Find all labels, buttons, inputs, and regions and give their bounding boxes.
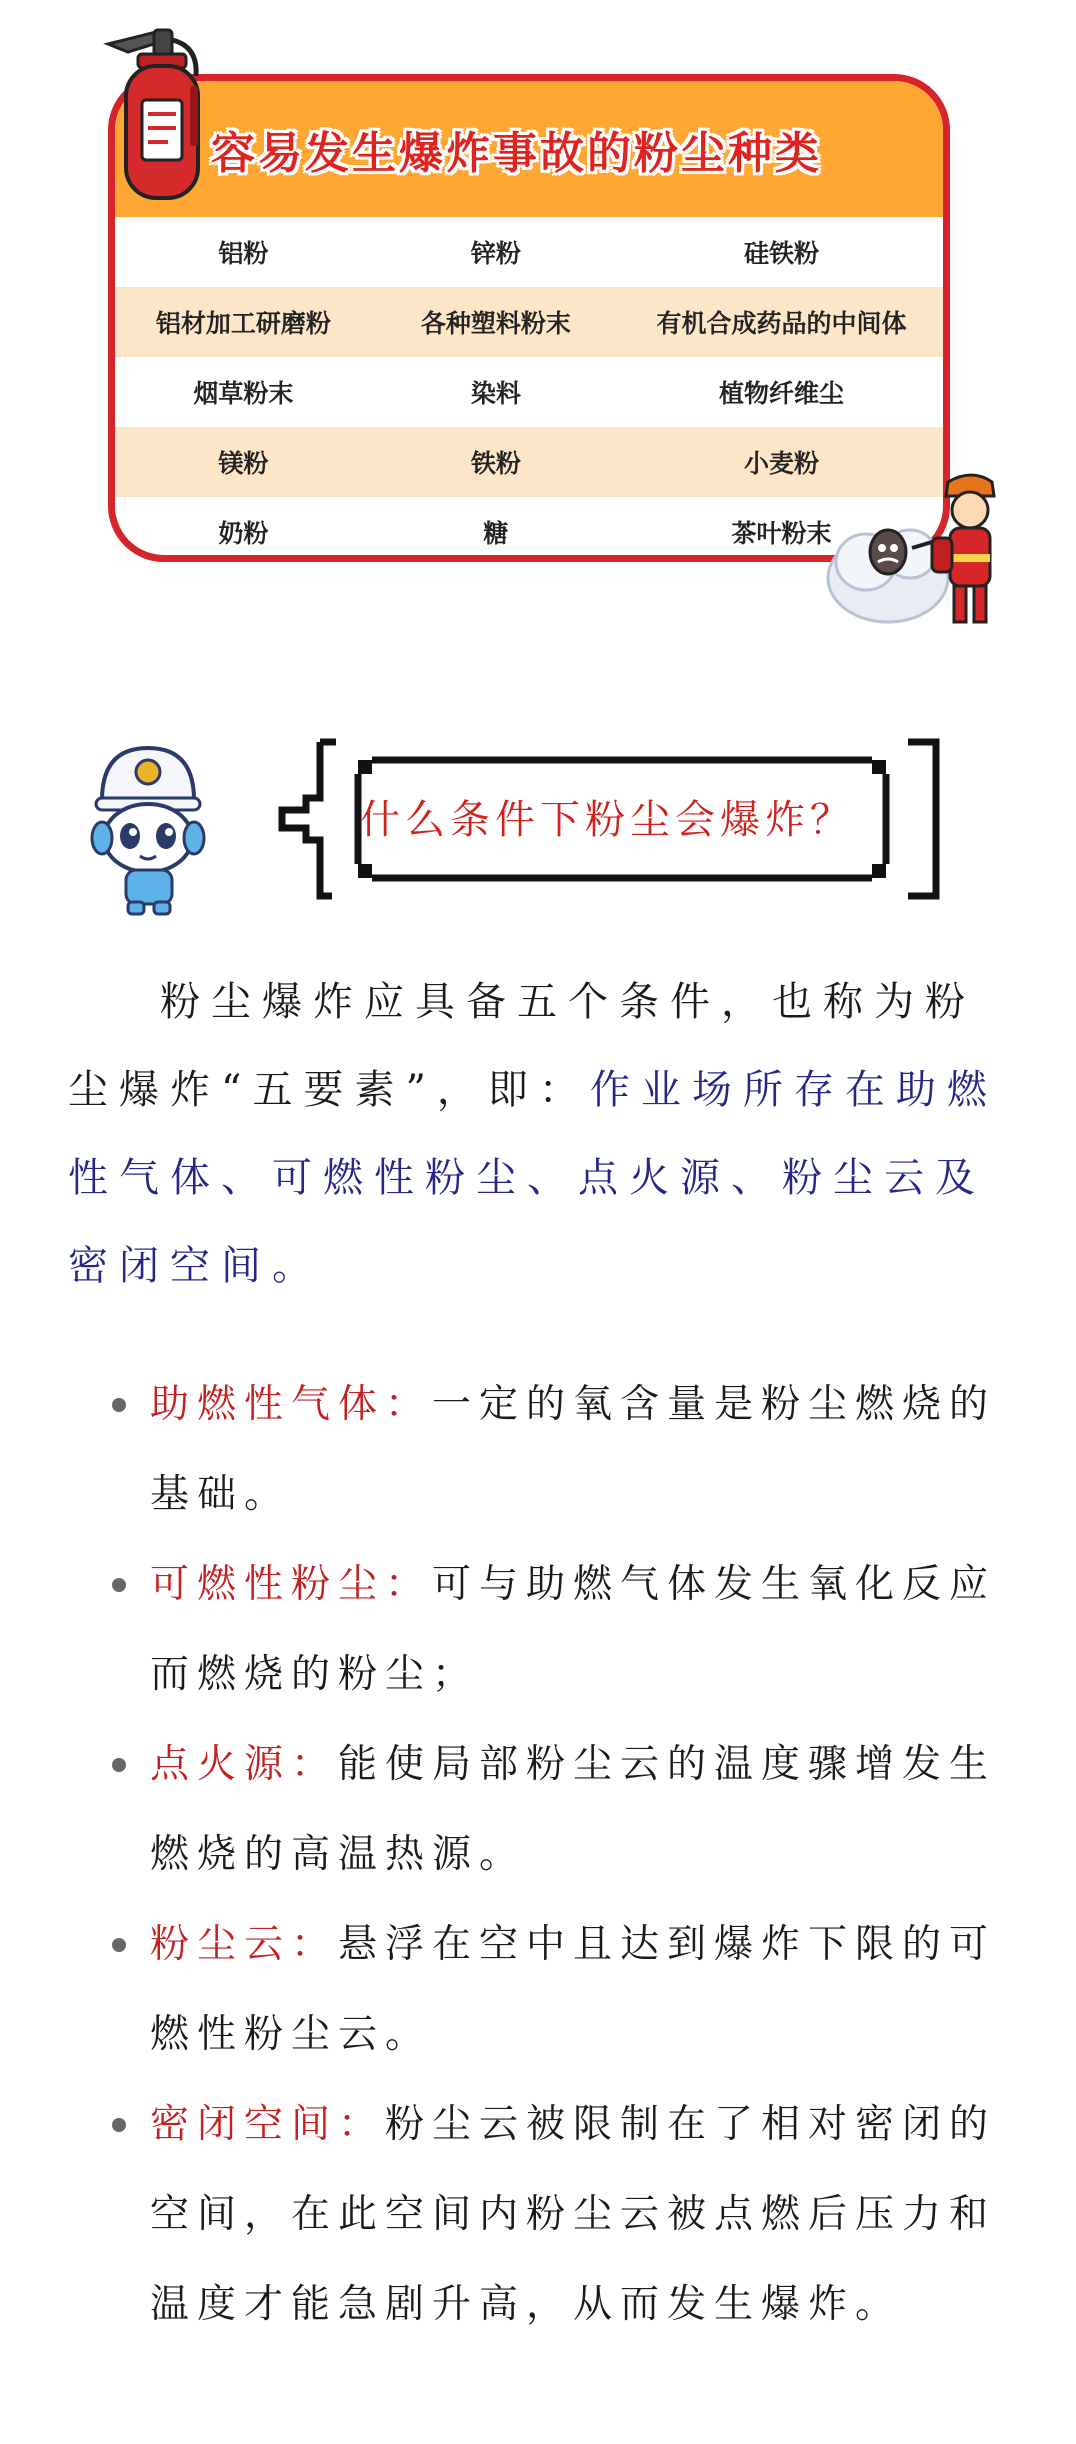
card-title: 容易发生爆炸事故的粉尘种类 — [211, 128, 822, 179]
list-item — [108, 2080, 1012, 2350]
list-item — [108, 1360, 1012, 1540]
condition-term: 密闭空间： — [150, 2102, 386, 2147]
table-cell: 小麦粉 — [620, 427, 943, 497]
table-row — [115, 357, 943, 427]
table-cell: 植物纤维尘 — [719, 379, 845, 408]
firefighter-illustration — [822, 462, 1012, 630]
bullet-dot-icon — [112, 1938, 126, 1952]
table-row — [115, 217, 943, 287]
table-cell: 硅铁粉 — [744, 239, 820, 268]
table-cell: 奶粉 — [218, 519, 269, 548]
bullet-dot-icon — [112, 2118, 126, 2132]
fire-extinguisher-icon — [98, 26, 210, 206]
bullet-dot-icon — [112, 1398, 126, 1412]
condition-term: 助燃性气体： — [150, 1382, 433, 1427]
condition-term: 可燃性粉尘： — [150, 1562, 433, 1607]
condition-desc: 一定的氧含量是粉尘燃烧的基础。 — [150, 1382, 997, 1517]
intro-highlight: 作业场所存在助燃性气体、可燃性粉尘、点火源、粉尘云及密闭空间。 — [68, 1067, 998, 1289]
bullet-dot-icon — [112, 1758, 126, 1772]
table-cell: 有机合成药品的中间体 — [620, 287, 943, 357]
card-header — [115, 81, 943, 217]
table-cell: 各种塑料粉末 — [372, 287, 620, 357]
list-item — [108, 1900, 1012, 2080]
condition-term: 点火源： — [150, 1742, 339, 1787]
table-cell: 镁粉 — [115, 427, 372, 497]
condition-desc: 粉尘云被限制在了相对密闭的空间，在此空间内粉尘云被点燃后压力和温度才能急剧升高，从而发生爆炸。 — [150, 2102, 997, 2327]
intro-lead: 粉尘爆炸应具备五个条件，也称为粉尘爆炸“五要素”，即： — [68, 979, 976, 1113]
table-cell: 茶叶粉末 — [731, 519, 832, 548]
table-cell: 锌粉 — [470, 239, 521, 268]
table-cell: 烟草粉末 — [193, 379, 294, 408]
condition-term: 粉尘云： — [150, 1922, 339, 1967]
table-cell: 铝粉 — [218, 239, 269, 268]
intro-paragraph — [68, 958, 1012, 1310]
table-cell: 铝材加工研磨粉 — [115, 287, 372, 357]
table-row — [115, 427, 943, 497]
list-item — [108, 1720, 1012, 1900]
bullet-dot-icon — [112, 1578, 126, 1592]
conditions-list — [108, 1360, 1012, 2350]
table-cell: 糖 — [483, 519, 509, 548]
table-row — [115, 497, 943, 562]
table-cell: 铁粉 — [372, 427, 620, 497]
list-item — [108, 1540, 1012, 1720]
condition-desc: 悬浮在空中且达到爆炸下限的可燃性粉尘云。 — [150, 1922, 997, 2057]
condition-desc: 可与助燃气体发生氧化反应而燃烧的粉尘； — [150, 1562, 997, 1697]
table-row — [115, 287, 943, 357]
safety-mascot-illustration — [78, 738, 218, 918]
condition-desc: 能使局部粉尘云的温度骤增发生燃烧的高温热源。 — [150, 1742, 997, 1877]
question-title: 什么条件下粉尘会爆炸？ — [360, 797, 855, 843]
table-cell: 染料 — [470, 379, 521, 408]
dust-types-table — [115, 217, 943, 562]
